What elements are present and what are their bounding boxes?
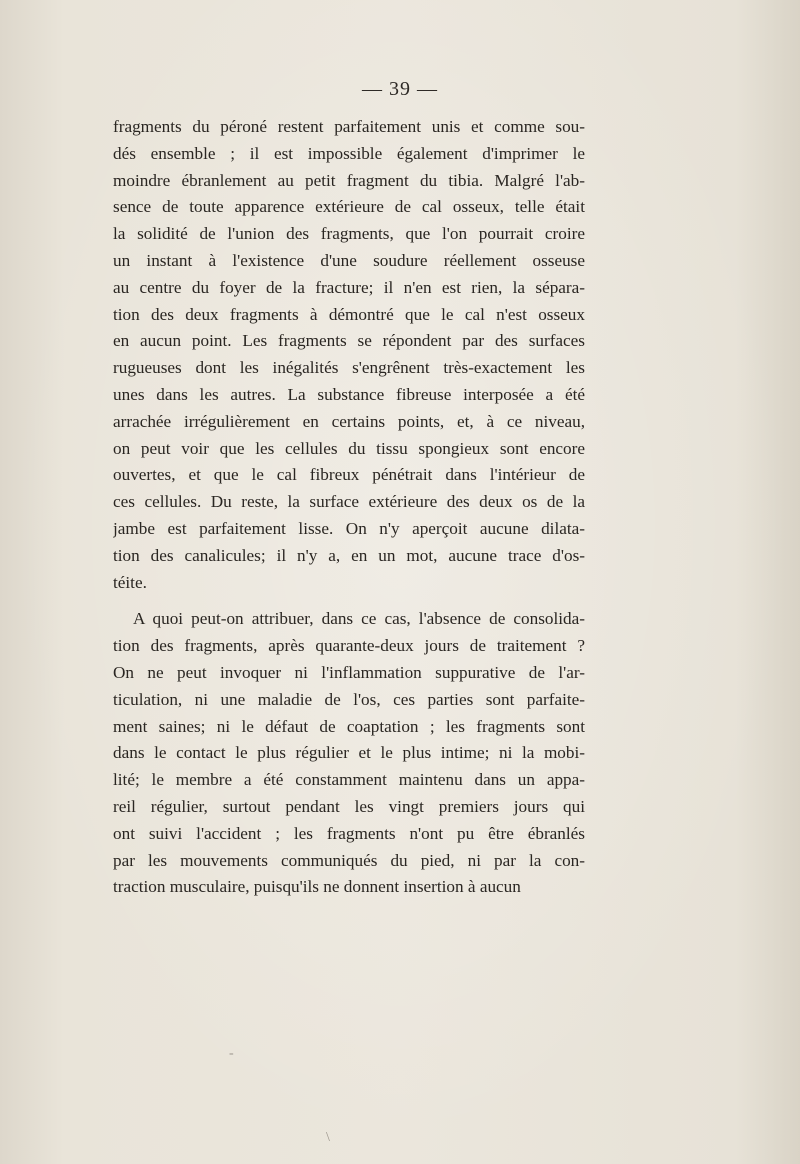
text-line: unes dans les autres. La substance fibreuse interposée a été <box>113 384 585 404</box>
text-line: sence de toute apparence extérieure de cal osseux, telle était <box>113 197 585 217</box>
text-line: ticulation, ni une maladie de l'os, ces parties sont parfaite- <box>113 689 585 709</box>
text-line: jambe est parfaitement lisse. On n'y aperçoit aucune dilata- <box>113 518 585 538</box>
text-line: ouvertes, et que le cal fibreux pénétrait dans l'intérieur de <box>113 465 585 485</box>
text-line: en aucun point. Les fragments se répondent par des surfaces <box>113 331 585 351</box>
text-line: la solidité de l'union des fragments, que l'on pourrait croire <box>113 224 585 244</box>
text-line: ment saines; ni le défaut de coaptation ; les fragments sont <box>113 716 585 736</box>
text-line: ces cellules. Du reste, la surface extérieure des deux os de la <box>113 492 585 512</box>
text-line: on peut voir que les cellules du tissu spongieux sont encore <box>113 438 585 458</box>
text-line: tion des fragments, après quarante-deux jours de traitement ? <box>113 636 585 656</box>
paragraph-2 <box>113 606 585 901</box>
text-line: dés ensemble ; il est impossible également d'imprimer le <box>113 143 585 163</box>
text-line: traction musculaire, puisqu'ils ne donnent insertion à aucun <box>113 877 521 897</box>
text-line: un instant à l'existence d'une soudure réellement osseuse <box>113 250 585 270</box>
text-line: arrachée irrégulièrement en certains points, et, à ce niveau, <box>113 411 585 431</box>
text-line: moindre ébranlement au petit fragment du tibia. Malgré l'ab- <box>113 170 585 190</box>
text-line: A quoi peut-on attribuer, dans ce cas, l'absence de consolida- <box>133 609 585 629</box>
text-line: reil régulier, surtout pendant les vingt premiers jours qui <box>113 796 585 816</box>
paper-speck: - <box>229 1046 234 1061</box>
text-line: tion des canalicules; il n'y a, en un mot, aucune trace d'os- <box>113 545 585 565</box>
paragraph-1 <box>113 114 585 596</box>
text-line: lité; le membre a été constamment maintenu dans un appa- <box>113 770 585 790</box>
body-text <box>113 114 585 901</box>
text-line: dans le contact le plus régulier et le plus intime; ni la mobi- <box>113 743 585 763</box>
text-line: par les mouvements communiqués du pied, ni par la con- <box>113 850 585 870</box>
text-line: tion des deux fragments à démontré que le cal n'est osseux <box>113 304 585 324</box>
text-line: ont suivi l'accident ; les fragments n'ont pu être ébranlés <box>113 823 585 843</box>
text-line: rugueuses dont les inégalités s'engrênent très-exactement les <box>113 358 585 378</box>
text-line: téite. <box>113 572 147 592</box>
paper-speck: \ <box>326 1130 330 1145</box>
text-line: On ne peut invoquer ni l'inflammation suppurative de l'ar- <box>113 662 585 682</box>
text-line: au centre du foyer de la fracture; il n'en est rien, la sépara- <box>113 277 585 297</box>
text-line: fragments du péroné restent parfaitement unis et comme sou- <box>113 117 585 136</box>
paragraph-gap <box>113 596 585 606</box>
page-number: — 39 — <box>362 78 438 100</box>
